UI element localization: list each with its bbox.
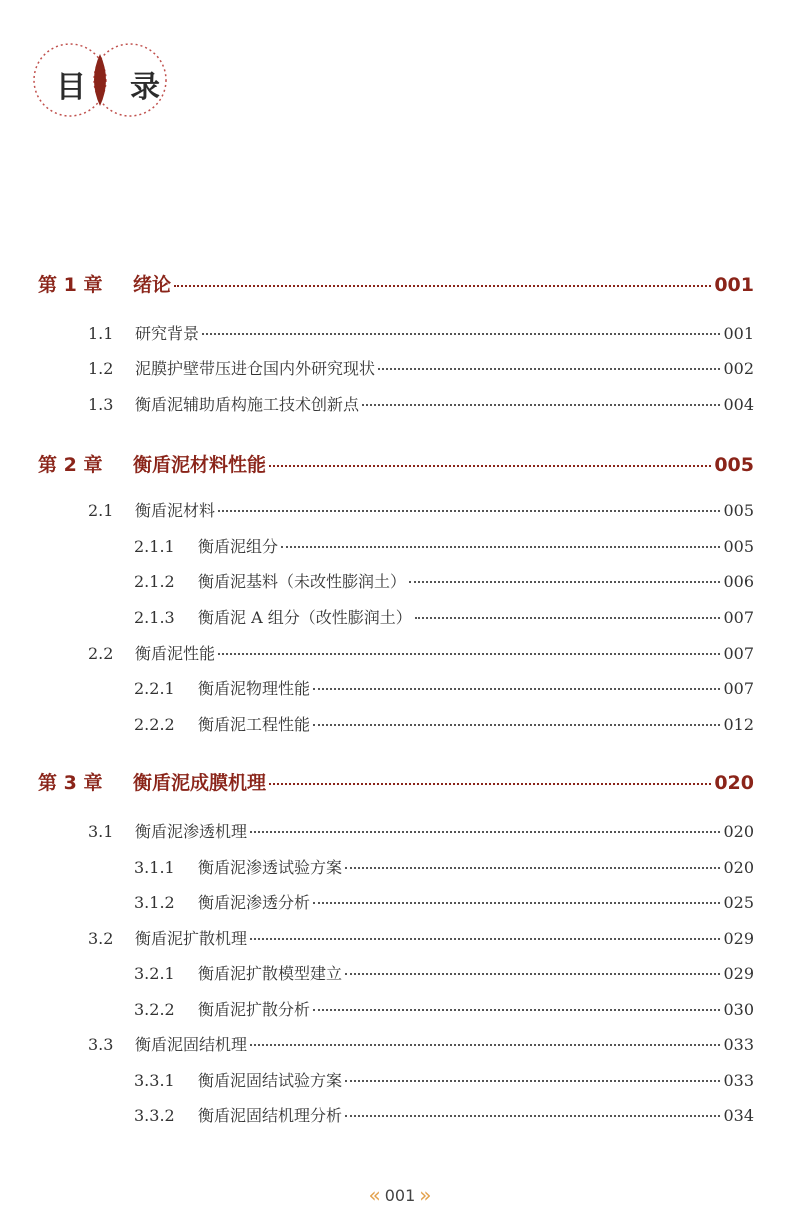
page-number: 030 xyxy=(723,1000,754,1019)
subsection-title: 衡盾泥渗透试验方案 xyxy=(198,858,343,877)
subsection-title: 衡盾泥扩散分析 xyxy=(198,1000,311,1019)
section-title: 衡盾泥材料 xyxy=(135,501,216,520)
section-number: 3.3 xyxy=(88,1035,114,1054)
leader-dots xyxy=(313,688,720,690)
subsection-title: 衡盾泥渗透分析 xyxy=(198,893,311,912)
toc-subsection-2-1-1[interactable] xyxy=(134,534,754,557)
leader-dots xyxy=(415,617,721,619)
section-title: 衡盾泥性能 xyxy=(135,644,216,663)
leader-dots xyxy=(269,783,711,785)
toc-subsection-2-2-2[interactable] xyxy=(134,712,754,735)
section-title: 衡盾泥辅助盾构施工技术创新点 xyxy=(135,395,360,414)
chevron-right-icon: » xyxy=(419,1183,432,1207)
toc-subsection-2-1-2[interactable] xyxy=(134,569,754,592)
subsection-title: 衡盾泥扩散模型建立 xyxy=(198,964,343,983)
leader-dots xyxy=(313,1009,720,1011)
toc-section-3-3[interactable] xyxy=(88,1032,754,1055)
section-number: 1.2 xyxy=(88,359,114,378)
footer-page-number: 001 xyxy=(384,1185,416,1205)
section-title: 衡盾泥渗透机理 xyxy=(135,822,248,841)
toc-chapter-1[interactable] xyxy=(38,270,754,297)
section-number: 1.3 xyxy=(88,395,114,414)
toc-subsection-3-3-1[interactable] xyxy=(134,1068,754,1091)
page-number: 001 xyxy=(714,274,754,296)
page-number: 007 xyxy=(723,679,754,698)
page-number: 012 xyxy=(723,715,754,734)
header-char-lu: 录 xyxy=(130,70,160,105)
chevron-left-icon: « xyxy=(368,1183,381,1207)
leader-dots xyxy=(250,1044,720,1046)
chapter-number: 第 1 章 xyxy=(38,274,103,296)
subsection-number: 2.2.1 xyxy=(134,679,175,698)
toc-section-3-1[interactable] xyxy=(88,819,754,842)
subsection-number: 3.2.2 xyxy=(134,1000,175,1019)
leader-dots xyxy=(345,973,720,975)
page-footer xyxy=(360,1180,440,1210)
page-number: 033 xyxy=(723,1071,754,1090)
section-title: 衡盾泥固结机理 xyxy=(135,1035,248,1054)
page-number: 007 xyxy=(723,608,754,627)
subsection-number: 2.1.2 xyxy=(134,572,175,591)
section-title: 研究背景 xyxy=(135,324,200,343)
subsection-number: 2.1.3 xyxy=(134,608,175,627)
toc-section-1-1[interactable] xyxy=(88,321,754,344)
leader-dots xyxy=(250,831,720,833)
toc-section-2-1[interactable] xyxy=(88,498,754,521)
toc-section-1-2[interactable] xyxy=(88,356,754,379)
subsection-title: 衡盾泥组分 xyxy=(198,537,279,556)
subsection-number: 3.1.1 xyxy=(134,858,175,877)
page-number: 029 xyxy=(723,929,754,948)
page-number: 020 xyxy=(723,858,754,877)
leader-dots xyxy=(174,285,711,287)
subsection-number: 3.1.2 xyxy=(134,893,175,912)
leader-dots xyxy=(345,1115,720,1117)
page-number: 004 xyxy=(723,395,754,414)
leader-dots xyxy=(345,867,720,869)
page-number: 007 xyxy=(723,644,754,663)
section-number: 2.2 xyxy=(88,644,114,663)
leader-dots xyxy=(202,333,720,335)
leader-dots xyxy=(313,724,720,726)
leader-dots xyxy=(218,653,720,655)
subsection-title: 衡盾泥物理性能 xyxy=(198,679,311,698)
page-number: 025 xyxy=(723,893,754,912)
subsection-title: 衡盾泥工程性能 xyxy=(198,715,311,734)
page-number: 033 xyxy=(723,1035,754,1054)
toc-section-1-3[interactable] xyxy=(88,392,754,415)
chapter-number: 第 2 章 xyxy=(38,454,103,476)
page-number: 029 xyxy=(723,964,754,983)
subsection-number: 2.2.2 xyxy=(134,715,175,734)
toc-subsection-3-1-1[interactable] xyxy=(134,855,754,878)
section-number: 2.1 xyxy=(88,501,114,520)
page-number: 005 xyxy=(714,454,754,476)
leader-dots xyxy=(345,1080,720,1082)
toc-subsection-3-1-2[interactable] xyxy=(134,890,754,913)
toc-section-2-2[interactable] xyxy=(88,641,754,664)
page-number: 006 xyxy=(723,572,754,591)
subsection-number: 2.1.1 xyxy=(134,537,175,556)
leader-dots xyxy=(218,510,720,512)
section-number: 1.1 xyxy=(88,324,114,343)
leader-dots xyxy=(378,368,720,370)
section-number: 3.2 xyxy=(88,929,114,948)
subsection-number: 3.3.2 xyxy=(134,1106,175,1125)
subsection-title: 衡盾泥固结试验方案 xyxy=(198,1071,343,1090)
section-title: 泥膜护壁带压进仓国内外研究现状 xyxy=(135,359,376,378)
page-number: 002 xyxy=(723,359,754,378)
chapter-title: 绪论 xyxy=(133,274,172,296)
page-number: 020 xyxy=(723,822,754,841)
subsection-title: 衡盾泥基料（未改性膨润土） xyxy=(198,572,407,591)
toc-subsection-2-1-3[interactable] xyxy=(134,605,754,628)
leader-dots xyxy=(313,902,720,904)
chapter-title: 衡盾泥材料性能 xyxy=(133,454,267,476)
toc-section-3-2[interactable] xyxy=(88,926,754,949)
leader-dots xyxy=(250,938,720,940)
chapter-title: 衡盾泥成膜机理 xyxy=(133,772,267,794)
toc-subsection-3-3-2[interactable] xyxy=(134,1103,754,1126)
page-number: 020 xyxy=(714,772,754,794)
toc-chapter-3[interactable] xyxy=(38,768,754,795)
toc-subsection-3-2-1[interactable] xyxy=(134,961,754,984)
leader-dots xyxy=(281,546,720,548)
page-number: 005 xyxy=(723,537,754,556)
section-title: 衡盾泥扩散机理 xyxy=(135,929,248,948)
subsection-title: 衡盾泥固结机理分析 xyxy=(198,1106,343,1125)
leader-dots xyxy=(362,404,720,406)
page-number: 001 xyxy=(723,324,754,343)
chapter-number: 第 3 章 xyxy=(38,772,103,794)
toc-subsection-3-2-2[interactable] xyxy=(134,997,754,1020)
subsection-number: 3.3.1 xyxy=(134,1071,175,1090)
page-number: 034 xyxy=(723,1106,754,1125)
header-char-mu: 目 xyxy=(56,70,86,105)
leader-dots xyxy=(409,581,720,583)
subsection-number: 3.2.1 xyxy=(134,964,175,983)
section-number: 3.1 xyxy=(88,822,114,841)
toc-subsection-2-2-1[interactable] xyxy=(134,676,754,699)
subsection-title: 衡盾泥 A 组分（改性膨润土） xyxy=(198,608,412,627)
leader-dots xyxy=(269,465,711,467)
toc-chapter-2[interactable] xyxy=(38,450,754,477)
page-number: 005 xyxy=(723,501,754,520)
